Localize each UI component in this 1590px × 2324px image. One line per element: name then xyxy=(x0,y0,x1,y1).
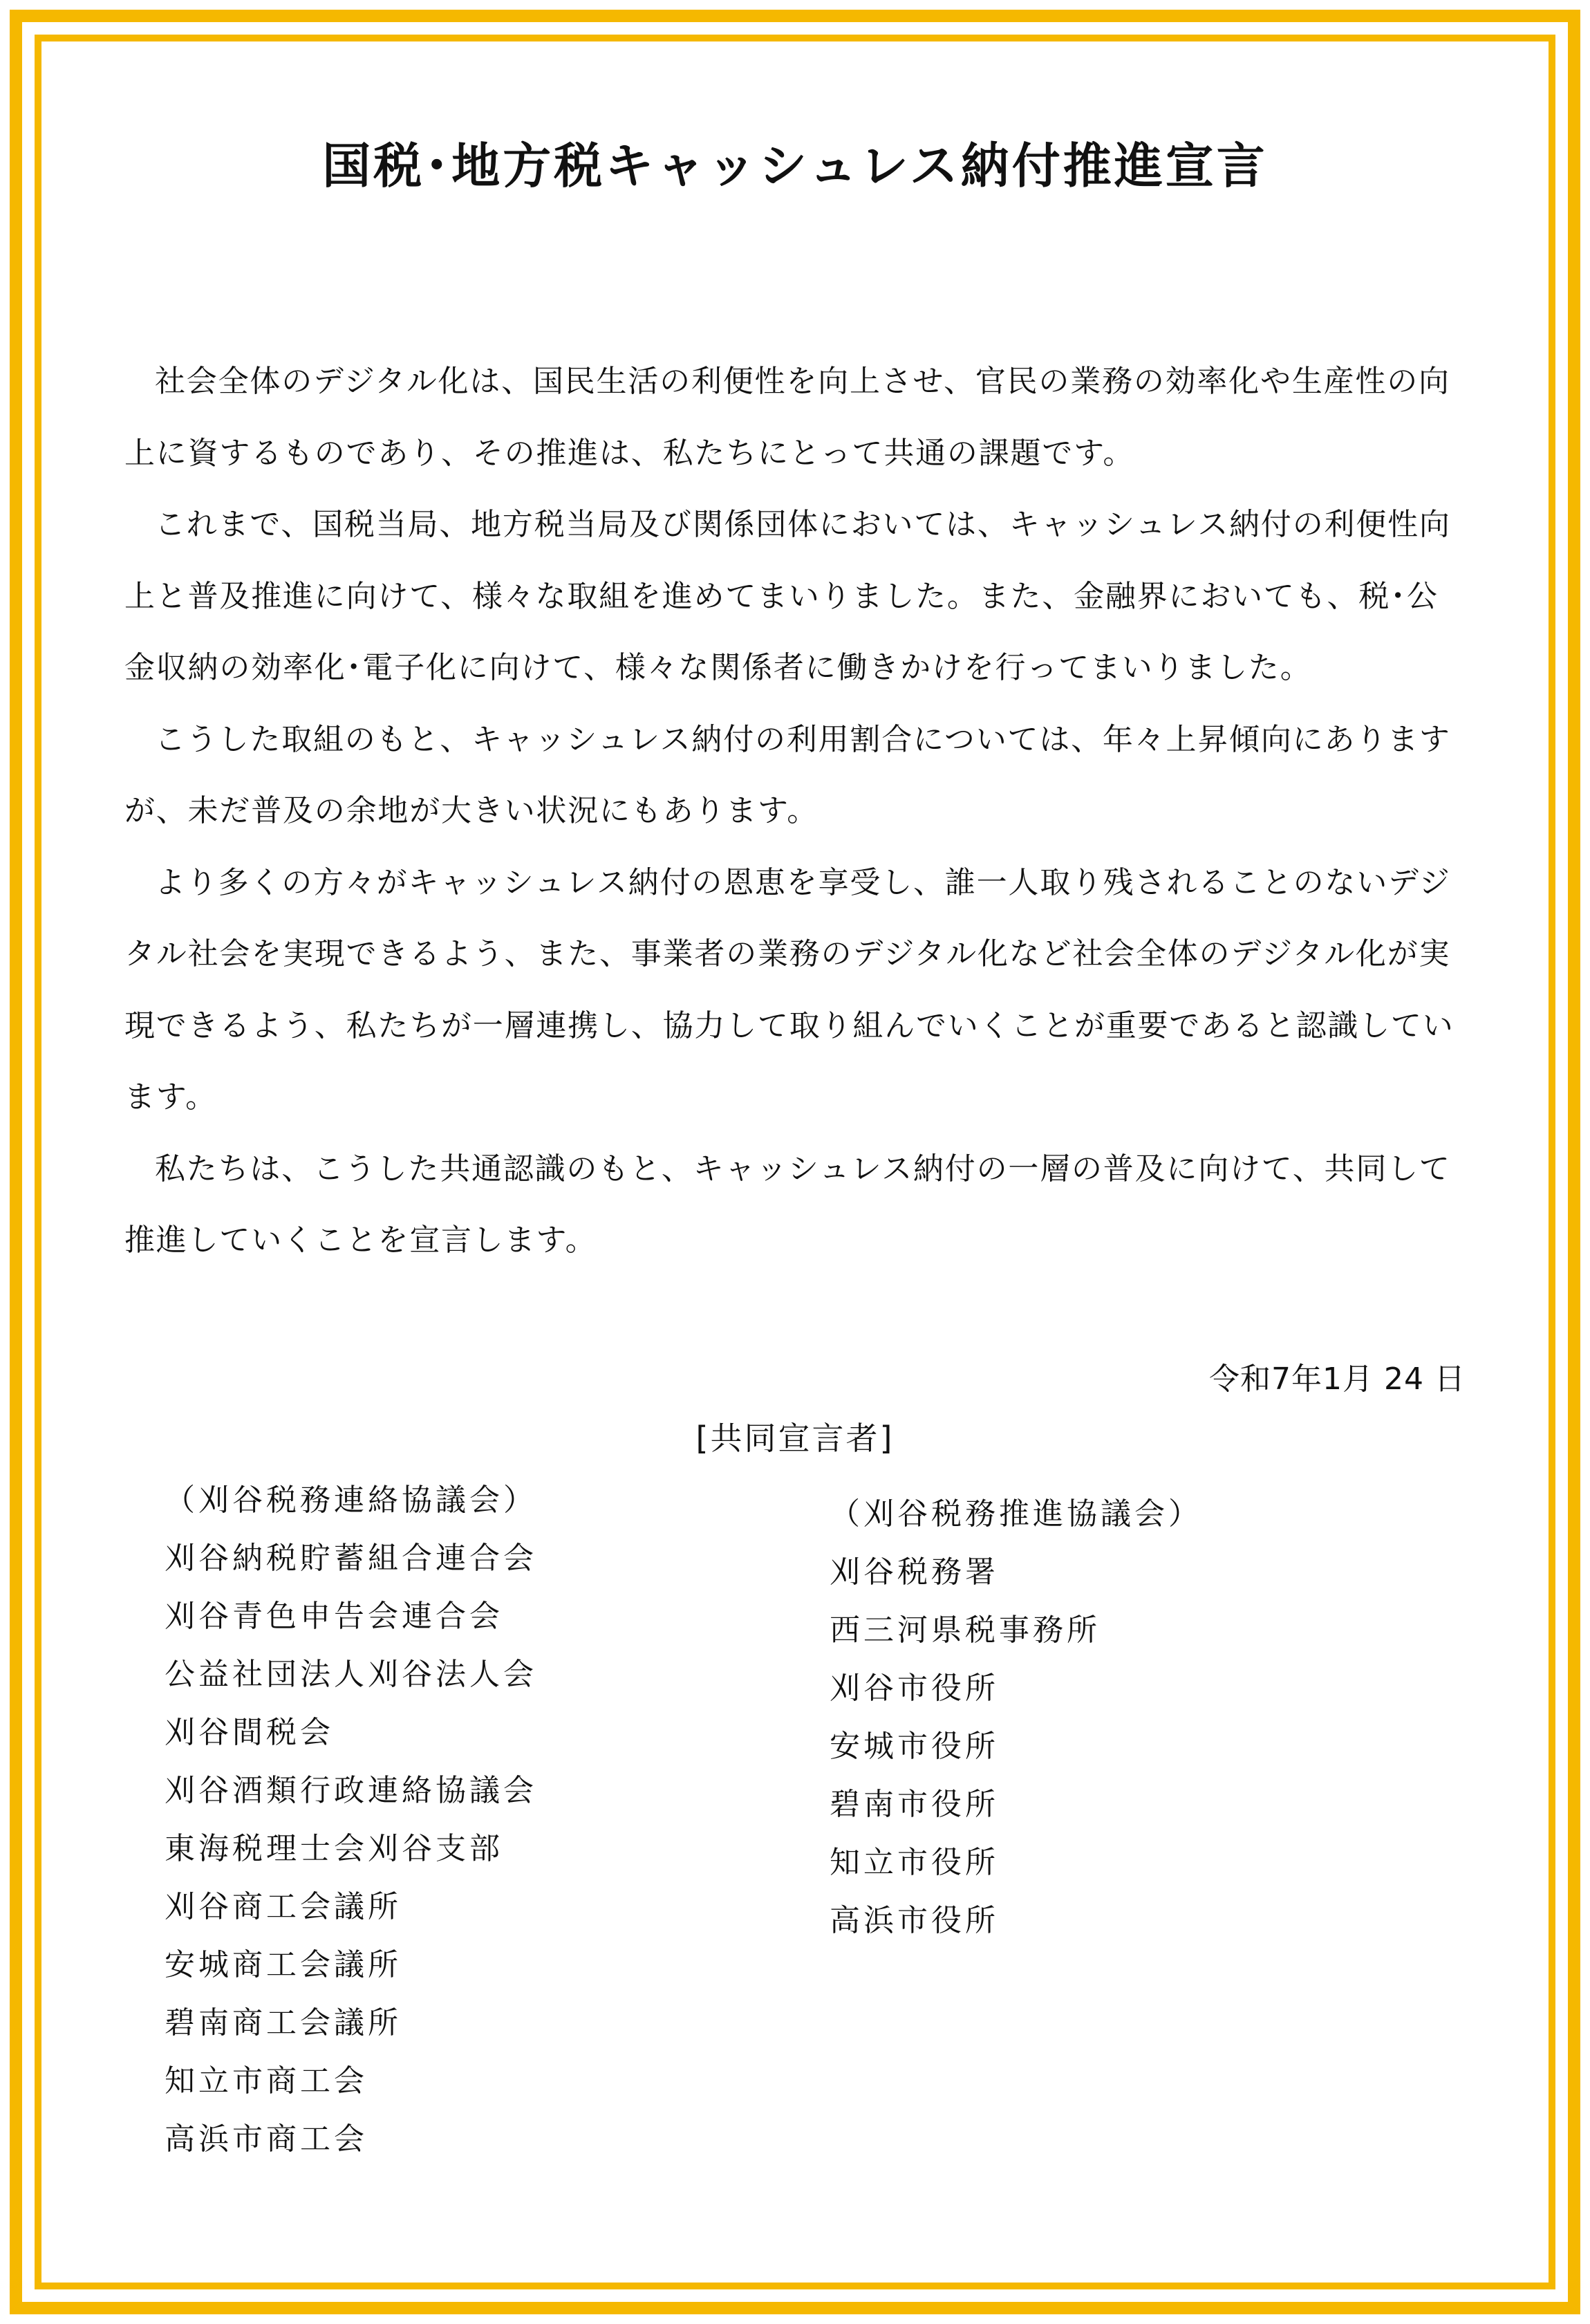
member-item: 刈谷間税会 xyxy=(165,1715,334,1750)
member-item: 公益社団法人刈谷法人会 xyxy=(165,1657,537,1692)
member-item: 知立市商工会 xyxy=(165,2063,368,2099)
member-item: 刈谷納税貯蓄組合連合会 xyxy=(165,1541,537,1576)
member-item: 高浜市商工会 xyxy=(165,2121,368,2157)
paragraph-4: より多くの方々がキャッシュレス納付の恩恵を享受し、誰一人取り残されることのないデジタル社会を実現できるよう、また、事業者の業務のデジタル化など社会全体のデジタル化が実現できるよう、私たちが一層連携し、協力して取り組んでいくことが重要であると認識しています。 xyxy=(124,864,1455,1115)
paragraph-3: こうした取組のもと、キャッシュレス納付の利用割合については、年々上昇傾向にありますが、未だ普及の余地が大きい状況にもあります。 xyxy=(124,721,1451,828)
member-item: 安城商工会議所 xyxy=(165,1947,402,1982)
member-item: 西三河県税事務所 xyxy=(830,1612,1101,1648)
member-item: 東海税理士会刈谷支部 xyxy=(165,1831,503,1866)
member-item: 刈谷青色申告会連合会 xyxy=(165,1599,503,1634)
paragraph-2: これまで、国税当局、地方税当局及び関係団体においては、キャッシュレス納付の利便性向上と普及推進に向けて、様々な取組を進めてまいりました。また、金融界においても、税･公金収納の効率化･電子化に向けて、様々な関係者に働きかけを行ってまいりました。 xyxy=(124,507,1451,685)
group-title: （刈谷税務連絡協議会） xyxy=(165,1482,537,1518)
member-item: 刈谷税務署 xyxy=(830,1554,999,1590)
paragraph-1: 社会全体のデジタル化は、国民生活の利便性を向上させ、官民の業務の効率化や生産性の向上に資するものであり、その推進は、私たちにとって共通の課題です。 xyxy=(124,364,1450,471)
declaration-body xyxy=(124,346,1469,1276)
member-item: 刈谷酒類行政連絡協議会 xyxy=(165,1773,537,1808)
member-item: 知立市役所 xyxy=(830,1845,999,1880)
member-item: 刈谷商工会議所 xyxy=(165,1889,402,1924)
co-declarants-header: [共同宣言者] xyxy=(695,1420,895,1457)
member-item: 碧南市役所 xyxy=(830,1787,999,1822)
member-item: 刈谷市役所 xyxy=(830,1671,999,1706)
member-item: 高浜市役所 xyxy=(830,1903,999,1938)
declaration-date: 令和7年1月 24 日 xyxy=(1209,1361,1466,1397)
group-kariya-tax-liaison-council xyxy=(165,1471,537,2168)
paragraph-5: 私たちは、こうした共通認識のもと、キャッシュレス納付の一層の普及に向けて、共同して推進していくことを宣言します。 xyxy=(124,1151,1451,1258)
group-title: （刈谷税務推進協議会） xyxy=(830,1496,1202,1532)
member-item: 碧南商工会議所 xyxy=(165,2005,402,2041)
member-item: 安城市役所 xyxy=(830,1729,999,1764)
document-title: 国税･地方税キャッシュレス納付推進宣言 xyxy=(322,138,1268,194)
group-kariya-tax-promotion-council xyxy=(830,1485,1202,1950)
